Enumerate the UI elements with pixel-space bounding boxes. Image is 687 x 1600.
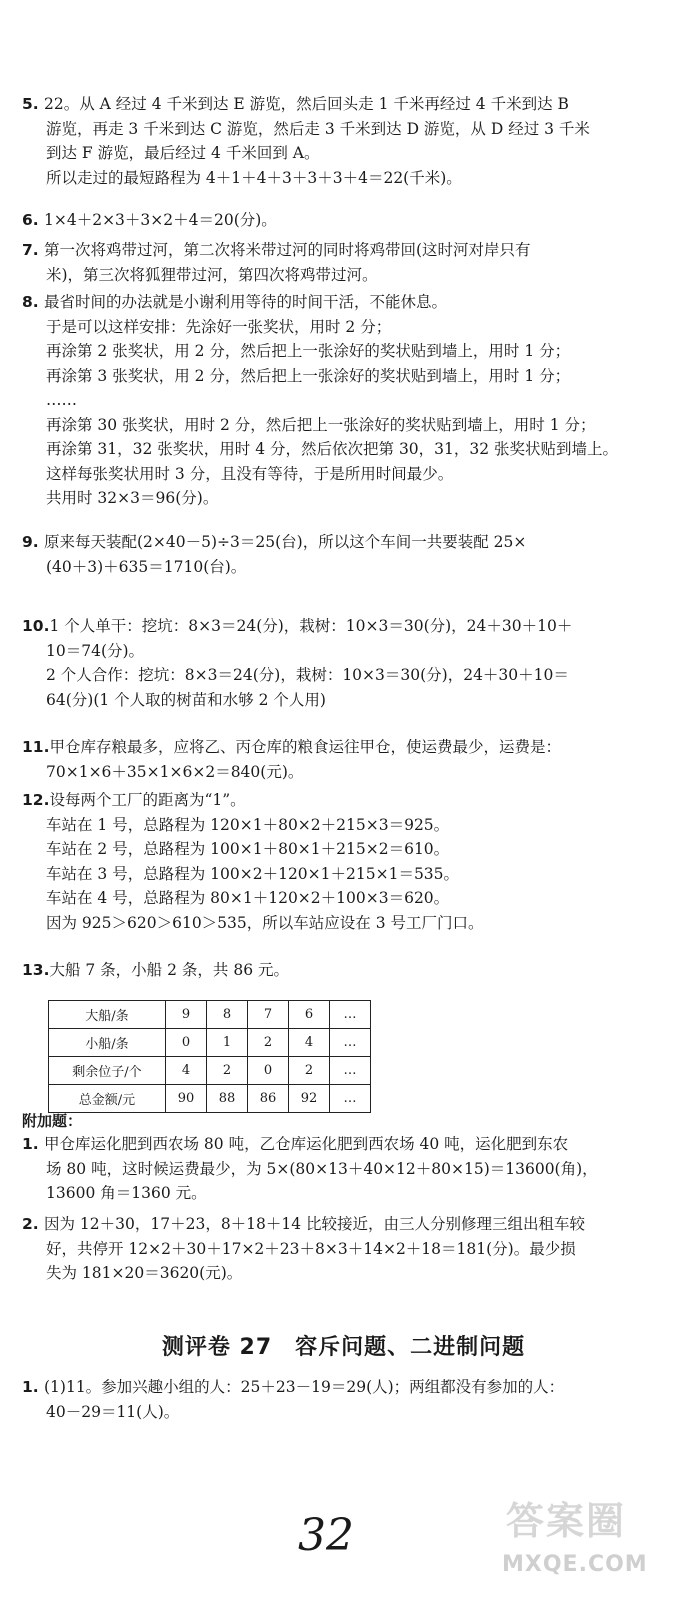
- answer-line: [22, 530, 667, 555]
- answer-line: [22, 735, 667, 760]
- answer-number: 13.: [22, 961, 50, 979]
- answer-text: 再涂第 30 张奖状，用时 2 分，然后把上一张涂好的奖状贴到墙上，用时 1 分；: [46, 415, 596, 434]
- extra-answer-text: 因为 12＋30，17＋23，8＋18＋14 比较接近，由三人分别修理三组出租车较: [44, 1215, 586, 1233]
- table-cell: 7: [248, 1001, 289, 1029]
- answer-item: [22, 530, 667, 579]
- answer-item: [22, 958, 667, 983]
- answer-item: [22, 788, 667, 935]
- table-row: [49, 1057, 371, 1085]
- answer-line: [22, 413, 667, 438]
- answer-number: 12.: [22, 791, 50, 809]
- answer-text: 1×4＋2×3＋3×2＋4＝20(分)。: [44, 211, 277, 229]
- table-cell: 86: [248, 1085, 289, 1113]
- answer-item: [22, 290, 667, 511]
- answer-text: 大船 7 条，小船 2 条，共 86 元。: [49, 961, 289, 979]
- table-row: [49, 1001, 371, 1029]
- answer-text: 这样每张奖状用时 3 分，且没有等待，于是所用时间最少。: [46, 464, 454, 483]
- extra-answer-text: 甲仓库运化肥到西农场 80 吨，乙仓库运化肥到西农场 40 吨，运化肥到东农: [44, 1135, 569, 1153]
- answer-line: [22, 486, 667, 511]
- answer-text: 所以走过的最短路程为 4＋1＋4＋3＋3＋3＋4＝22(千米)。: [46, 168, 462, 187]
- answer-text: 于是可以这样安排：先涂好一张奖状，用时 2 分；: [46, 317, 392, 336]
- table-cell: 92: [289, 1085, 330, 1113]
- answer-line: [22, 760, 667, 785]
- page-number: 32: [298, 1510, 354, 1561]
- answer-number: 10.: [22, 617, 50, 635]
- answer-line: [22, 238, 667, 263]
- answer-line: [22, 555, 667, 580]
- answer-line: [22, 614, 667, 639]
- answer-text: 共用时 32×3＝96(分)。: [46, 489, 219, 507]
- answer-number: 9.: [22, 533, 39, 551]
- answer-text: 1 个人单干：挖坑：8×3＝24(分)，栽树：10×3＝30(分)，24＋30＋10＋: [49, 617, 573, 635]
- answer-line: [22, 788, 667, 813]
- answer-text: 车站在 1 号，总路程为 120×1＋80×2＋215×3＝925。: [46, 815, 450, 834]
- answer-text: 再涂第 31，32 张奖状，用时 4 分，然后依次把第 30，31，32 张奖状贴到墙上。: [46, 440, 619, 458]
- table-cell: 9: [166, 1001, 207, 1029]
- answer-text: 70×1×6＋35×1×6×2＝840(元)。: [46, 762, 304, 781]
- answer-text: 车站在 4 号，总路程为 80×1＋120×2＋100×3＝620。: [46, 889, 450, 907]
- answer-line: [22, 166, 667, 191]
- answer-item: [22, 238, 667, 287]
- answer-text: 22。从 A 经过 4 千米到达 E 游览，然后回头走 1 千米再经过 4 千米到达 B: [44, 95, 569, 113]
- answer-line: [22, 837, 667, 862]
- answer-line: [22, 388, 667, 413]
- answer-line: [22, 315, 667, 340]
- extra-answer-line: [22, 1181, 667, 1206]
- extra-answer-number: 1.: [22, 1135, 39, 1153]
- table-cell: 2: [248, 1029, 289, 1057]
- answer-text: 车站在 3 号，总路程为 100×2＋120×1＋215×1＝535。: [46, 864, 460, 883]
- watermark-logo: 答案圈: [506, 1499, 627, 1543]
- answer-text: 64(分)(1 个人取的树苗和水够 2 个人用): [46, 690, 326, 709]
- answer-line: [22, 886, 667, 911]
- answer-line: [22, 663, 667, 688]
- answer-line: [22, 462, 667, 487]
- extra-answer-number: 2.: [22, 1215, 39, 1233]
- section-answer-line: [22, 1400, 667, 1425]
- table-cell: …: [330, 1085, 371, 1113]
- extra-answer-item: [22, 1212, 667, 1286]
- watermark: [500, 1490, 680, 1590]
- section-title: 测评卷 27 容斥问题、二进制问题: [161, 1335, 526, 1360]
- answer-item: [22, 735, 667, 784]
- section-answer-line: [22, 1375, 667, 1400]
- extra-answer-line: [22, 1237, 667, 1262]
- watermark-url: MXQE.COM: [502, 1552, 648, 1577]
- answer-text: 设每两个工厂的距离为“1”。: [49, 791, 246, 809]
- answer-text: 甲仓库存粮最多，应将乙、丙仓库的粮食运往甲仓，使运费最少，运费是：: [49, 738, 561, 756]
- answer-line: [22, 339, 667, 364]
- table-row-header: 大船/条: [49, 1001, 166, 1029]
- table-cell: 88: [207, 1085, 248, 1113]
- table-cell: 0: [166, 1029, 207, 1057]
- table-cell: 4: [166, 1057, 207, 1085]
- table-cell: 2: [289, 1057, 330, 1085]
- answer-item: [22, 92, 667, 190]
- answer-line: [22, 263, 667, 288]
- table-row-header: 小船/条: [49, 1029, 166, 1057]
- answer-text: 再涂第 2 张奖状，用 2 分，然后把上一张涂好的奖状贴到墙上，用时 1 分；: [46, 342, 571, 360]
- extra-answer-line: [22, 1212, 667, 1237]
- answer-text: 最省时间的办法就是小谢利用等待的时间干活，不能休息。: [44, 293, 448, 311]
- table-cell: 4: [289, 1029, 330, 1057]
- answer-line: [22, 117, 667, 142]
- extra-answer-text: 失为 181×20＝3620(元)。: [46, 1264, 243, 1282]
- answer-number: 5.: [22, 95, 39, 113]
- answer-number: 8.: [22, 293, 39, 311]
- answer-line: [22, 290, 667, 315]
- answer-item: [22, 208, 667, 233]
- answer-text: 2 个人合作：挖坑：8×3＝24(分)，栽树：10×3＝30(分)，24＋30＋10＝: [46, 666, 569, 684]
- extra-answer-text: 场 80 吨，这时候运费最少，为 5×(80×13＋40×12＋80×15)＝13600(角)，: [46, 1159, 598, 1178]
- table-cell: …: [330, 1029, 371, 1057]
- table-row-header: 剩余位子/个: [49, 1057, 166, 1085]
- extra-questions-title: 附加题：: [22, 1112, 83, 1130]
- section-answer-number: 1.: [22, 1378, 39, 1396]
- answer-line: [22, 862, 667, 887]
- table-cell: …: [330, 1057, 371, 1085]
- answer-text: 车站在 2 号，总路程为 100×1＋80×1＋215×2＝610。: [46, 840, 450, 858]
- answer-line: [22, 911, 667, 936]
- answer-number: 7.: [22, 241, 39, 259]
- answer-text: 第一次将鸡带过河，第二次将米带过河的同时将鸡带回(这时河对岸只有: [44, 241, 531, 259]
- answer-line: [22, 92, 667, 117]
- table-row: [49, 1085, 371, 1113]
- extra-answer-item: [22, 1132, 667, 1206]
- extra-answer-line: [22, 1132, 667, 1157]
- answer-number: 11.: [22, 738, 50, 756]
- answer-line: [22, 364, 667, 389]
- answer-line: [22, 813, 667, 838]
- answer-text: 到达 F 游览，最后经过 4 千米回到 A。: [46, 144, 320, 162]
- answer-line: [22, 437, 667, 462]
- answer-text: 再涂第 3 张奖状，用 2 分，然后把上一张涂好的奖状贴到墙上，用时 1 分；: [46, 366, 571, 385]
- section-answer-text: 40－29＝11(人)。: [46, 1402, 180, 1421]
- answer-line: [22, 141, 667, 166]
- answer-text: 米)，第三次将狐狸带过河，第四次将鸡带过河。: [46, 265, 378, 284]
- answer-text: 因为 925＞620＞610＞535，所以车站应设在 3 号工厂门口。: [46, 913, 484, 932]
- answer-line: [22, 208, 667, 233]
- answer-text: ……: [46, 391, 77, 409]
- answer-line: [22, 688, 667, 713]
- answer-text: (40＋3)＋635＝1710(台)。: [46, 557, 247, 576]
- section-answer-item: [22, 1375, 667, 1424]
- answer-line: [22, 639, 667, 664]
- table-row-header: 总金额/元: [49, 1085, 166, 1113]
- table-cell: 90: [166, 1085, 207, 1113]
- extra-answer-text: 好，共停开 12×2＋30＋17×2＋23＋8×3＋14×2＋18＝181(分)。最少损: [46, 1239, 576, 1258]
- table-cell: 0: [248, 1057, 289, 1085]
- answer-line: [22, 958, 667, 983]
- answer-number: 6.: [22, 211, 39, 229]
- table-cell: 1: [207, 1029, 248, 1057]
- table-cell: 8: [207, 1001, 248, 1029]
- answer-text: 10＝74(分)。: [46, 641, 145, 660]
- extra-answer-line: [22, 1261, 667, 1286]
- table-cell: 2: [207, 1057, 248, 1085]
- section-answer-text: (1)11。参加兴趣小组的人：25＋23－19＝29(人)；两组都没有参加的人：: [44, 1378, 565, 1396]
- extra-answer-line: [22, 1157, 667, 1182]
- extra-answer-text: 13600 角＝1360 元。: [46, 1184, 207, 1202]
- answer-item: [22, 614, 667, 712]
- table-row: [49, 1029, 371, 1057]
- answer-text: 原来每天装配(2×40－5)÷3＝25(台)，所以这个车间一共要装配 25×: [44, 533, 527, 551]
- table-cell: 6: [289, 1001, 330, 1029]
- table-cell: …: [330, 1001, 371, 1029]
- boat-table: [48, 1000, 371, 1113]
- answer-text: 游览，再走 3 千米到达 C 游览，然后走 3 千米到达 D 游览，从 D 经过 3 千米: [46, 119, 590, 138]
